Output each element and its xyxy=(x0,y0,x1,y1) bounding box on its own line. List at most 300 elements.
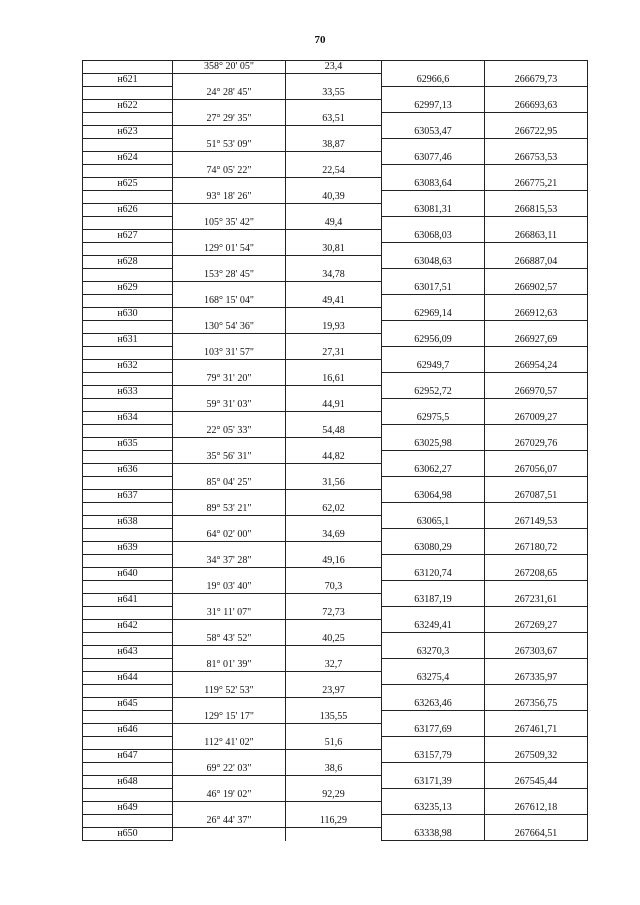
point-id-cell: н647 xyxy=(83,750,173,763)
point-id-cell xyxy=(83,113,173,126)
y-coord-cell xyxy=(485,113,588,126)
segment-row xyxy=(83,165,588,178)
length-cell: 33,55 xyxy=(286,87,382,100)
y-coord-cell xyxy=(485,763,588,776)
x-coord-cell: 63048,63 xyxy=(382,256,485,269)
point-id-cell xyxy=(83,295,173,308)
segment-row xyxy=(83,217,588,230)
point-row xyxy=(83,438,588,451)
length-cell xyxy=(286,126,382,139)
y-coord-cell xyxy=(485,321,588,334)
point-row xyxy=(83,152,588,165)
angle-cell xyxy=(173,672,286,685)
angle-cell xyxy=(173,594,286,607)
x-coord-cell: 63249,41 xyxy=(382,620,485,633)
point-row xyxy=(83,308,588,321)
point-id-cell: н629 xyxy=(83,282,173,295)
x-coord-cell xyxy=(382,737,485,750)
length-cell: 38,6 xyxy=(286,763,382,776)
angle-cell xyxy=(173,230,286,243)
angle-cell: 22° 05' 33" xyxy=(173,425,286,438)
y-coord-cell: 267029,76 xyxy=(485,438,588,451)
point-row xyxy=(83,776,588,789)
x-coord-cell xyxy=(382,763,485,776)
point-row xyxy=(83,386,588,399)
angle-cell: 26° 44' 37" xyxy=(173,815,286,828)
segment-row xyxy=(83,477,588,490)
y-coord-cell xyxy=(485,555,588,568)
length-cell xyxy=(286,100,382,113)
angle-cell: 27° 29' 35" xyxy=(173,113,286,126)
angle-cell xyxy=(173,412,286,425)
x-coord-cell xyxy=(382,685,485,698)
point-row xyxy=(83,620,588,633)
point-row xyxy=(83,74,588,87)
x-coord-cell: 63080,29 xyxy=(382,542,485,555)
y-coord-cell: 266970,57 xyxy=(485,386,588,399)
length-cell xyxy=(286,516,382,529)
x-coord-cell xyxy=(382,789,485,802)
page-number: 70 xyxy=(314,34,326,46)
point-id-cell: н642 xyxy=(83,620,173,633)
angle-cell xyxy=(173,282,286,295)
length-cell: 34,78 xyxy=(286,269,382,282)
point-row xyxy=(83,100,588,113)
point-id-cell xyxy=(83,529,173,542)
point-id-cell: н637 xyxy=(83,490,173,503)
point-id-cell xyxy=(83,139,173,152)
point-id-cell xyxy=(83,581,173,594)
length-cell xyxy=(286,334,382,347)
point-row xyxy=(83,360,588,373)
x-coord-cell: 63338,98 xyxy=(382,828,485,841)
segment-row xyxy=(83,347,588,360)
x-coord-cell: 62997,13 xyxy=(382,100,485,113)
segment-row xyxy=(83,581,588,594)
y-coord-cell xyxy=(485,529,588,542)
point-row xyxy=(83,178,588,191)
y-coord-cell: 267231,61 xyxy=(485,594,588,607)
angle-cell xyxy=(173,74,286,87)
x-coord-cell xyxy=(382,607,485,620)
x-coord-cell: 62952,72 xyxy=(382,386,485,399)
segment-row xyxy=(83,399,588,412)
length-cell: 19,93 xyxy=(286,321,382,334)
length-cell: 72,73 xyxy=(286,607,382,620)
point-id-cell: н633 xyxy=(83,386,173,399)
point-id-cell: н649 xyxy=(83,802,173,815)
segment-row xyxy=(83,295,588,308)
angle-cell: 58° 43' 52" xyxy=(173,633,286,646)
y-coord-cell: 266912,63 xyxy=(485,308,588,321)
x-coord-cell xyxy=(382,815,485,828)
point-id-cell xyxy=(83,451,173,464)
y-coord-cell: 266679,73 xyxy=(485,74,588,87)
y-coord-cell xyxy=(485,61,588,74)
segment-row xyxy=(83,451,588,464)
length-cell: 23,4 xyxy=(286,61,382,74)
point-row xyxy=(83,464,588,477)
point-row xyxy=(83,542,588,555)
point-id-cell: н640 xyxy=(83,568,173,581)
point-id-cell: н641 xyxy=(83,594,173,607)
x-coord-cell: 62975,5 xyxy=(382,412,485,425)
x-coord-cell: 62949,7 xyxy=(382,360,485,373)
x-coord-cell xyxy=(382,321,485,334)
segment-row xyxy=(83,61,588,74)
angle-cell: 105° 35' 42" xyxy=(173,217,286,230)
y-coord-cell: 267335,97 xyxy=(485,672,588,685)
length-cell xyxy=(286,386,382,399)
point-id-cell: н634 xyxy=(83,412,173,425)
point-id-cell: н644 xyxy=(83,672,173,685)
segment-row xyxy=(83,763,588,776)
x-coord-cell xyxy=(382,659,485,672)
y-coord-cell: 267056,07 xyxy=(485,464,588,477)
segment-row xyxy=(83,243,588,256)
y-coord-cell: 267208,65 xyxy=(485,568,588,581)
point-id-cell: н630 xyxy=(83,308,173,321)
length-cell xyxy=(286,568,382,581)
x-coord-cell: 63270,3 xyxy=(382,646,485,659)
angle-cell xyxy=(173,152,286,165)
angle-cell xyxy=(173,828,286,841)
angle-cell xyxy=(173,568,286,581)
angle-cell xyxy=(173,308,286,321)
angle-cell xyxy=(173,646,286,659)
angle-cell: 46° 19' 02" xyxy=(173,789,286,802)
x-coord-cell: 62956,09 xyxy=(382,334,485,347)
x-coord-cell: 63068,03 xyxy=(382,230,485,243)
y-coord-cell xyxy=(485,685,588,698)
x-coord-cell xyxy=(382,243,485,256)
segment-row xyxy=(83,711,588,724)
angle-cell: 24° 28' 45" xyxy=(173,87,286,100)
segment-row xyxy=(83,555,588,568)
y-coord-cell xyxy=(485,659,588,672)
segment-row xyxy=(83,139,588,152)
angle-cell: 129° 01' 54" xyxy=(173,243,286,256)
point-row xyxy=(83,490,588,503)
angle-cell: 69° 22' 03" xyxy=(173,763,286,776)
point-id-cell: н627 xyxy=(83,230,173,243)
length-cell xyxy=(286,152,382,165)
segment-row xyxy=(83,633,588,646)
point-id-cell: н638 xyxy=(83,516,173,529)
length-cell: 135,55 xyxy=(286,711,382,724)
length-cell xyxy=(286,204,382,217)
angle-cell: 129° 15' 17" xyxy=(173,711,286,724)
point-id-cell xyxy=(83,659,173,672)
point-id-cell: н624 xyxy=(83,152,173,165)
y-coord-cell xyxy=(485,373,588,386)
point-id-cell: н621 xyxy=(83,74,173,87)
x-coord-cell: 63017,51 xyxy=(382,282,485,295)
length-cell: 49,4 xyxy=(286,217,382,230)
angle-cell xyxy=(173,360,286,373)
length-cell xyxy=(286,802,382,815)
angle-cell xyxy=(173,178,286,191)
length-cell: 23,97 xyxy=(286,685,382,698)
length-cell xyxy=(286,438,382,451)
segment-row xyxy=(83,269,588,282)
point-id-cell: н635 xyxy=(83,438,173,451)
point-id-cell xyxy=(83,711,173,724)
point-id-cell: н646 xyxy=(83,724,173,737)
point-row xyxy=(83,802,588,815)
segment-row xyxy=(83,425,588,438)
point-id-cell xyxy=(83,165,173,178)
angle-cell xyxy=(173,620,286,633)
y-coord-cell xyxy=(485,711,588,724)
length-cell xyxy=(286,490,382,503)
x-coord-cell: 63157,79 xyxy=(382,750,485,763)
x-coord-cell: 63171,39 xyxy=(382,776,485,789)
point-id-cell xyxy=(83,763,173,776)
point-id-cell xyxy=(83,815,173,828)
point-id-cell xyxy=(83,503,173,516)
x-coord-cell: 63083,64 xyxy=(382,178,485,191)
length-cell: 32,7 xyxy=(286,659,382,672)
angle-cell: 153° 28' 45" xyxy=(173,269,286,282)
point-id-cell xyxy=(83,789,173,802)
x-coord-cell xyxy=(382,87,485,100)
point-id-cell xyxy=(83,321,173,334)
length-cell xyxy=(286,776,382,789)
coordinates-table xyxy=(82,60,588,841)
y-coord-cell: 267356,75 xyxy=(485,698,588,711)
x-coord-cell xyxy=(382,139,485,152)
point-id-cell xyxy=(83,425,173,438)
length-cell xyxy=(286,542,382,555)
x-coord-cell: 63025,98 xyxy=(382,438,485,451)
length-cell xyxy=(286,412,382,425)
y-coord-cell: 267612,18 xyxy=(485,802,588,815)
point-id-cell: н645 xyxy=(83,698,173,711)
x-coord-cell: 63064,98 xyxy=(382,490,485,503)
y-coord-cell: 266693,63 xyxy=(485,100,588,113)
y-coord-cell xyxy=(485,581,588,594)
y-coord-cell xyxy=(485,191,588,204)
y-coord-cell: 267545,44 xyxy=(485,776,588,789)
point-id-cell xyxy=(83,633,173,646)
length-cell xyxy=(286,620,382,633)
length-cell xyxy=(286,672,382,685)
angle-cell: 93° 18' 26" xyxy=(173,191,286,204)
y-coord-cell xyxy=(485,139,588,152)
angle-cell xyxy=(173,334,286,347)
length-cell: 27,31 xyxy=(286,347,382,360)
y-coord-cell: 267149,53 xyxy=(485,516,588,529)
y-coord-cell: 267009,27 xyxy=(485,412,588,425)
length-cell: 30,81 xyxy=(286,243,382,256)
length-cell: 51,6 xyxy=(286,737,382,750)
y-coord-cell: 267303,67 xyxy=(485,646,588,659)
point-id-cell xyxy=(83,243,173,256)
point-row xyxy=(83,594,588,607)
x-coord-cell xyxy=(382,61,485,74)
angle-cell xyxy=(173,204,286,217)
x-coord-cell xyxy=(382,711,485,724)
segment-row xyxy=(83,373,588,386)
x-coord-cell: 63177,69 xyxy=(382,724,485,737)
length-cell xyxy=(286,282,382,295)
segment-row xyxy=(83,659,588,672)
x-coord-cell xyxy=(382,347,485,360)
point-id-cell: н622 xyxy=(83,100,173,113)
point-row xyxy=(83,516,588,529)
y-coord-cell: 267087,51 xyxy=(485,490,588,503)
x-coord-cell: 63120,74 xyxy=(382,568,485,581)
y-coord-cell xyxy=(485,295,588,308)
length-cell xyxy=(286,74,382,87)
x-coord-cell xyxy=(382,529,485,542)
point-id-cell xyxy=(83,217,173,230)
angle-cell xyxy=(173,100,286,113)
x-coord-cell xyxy=(382,113,485,126)
length-cell: 38,87 xyxy=(286,139,382,152)
x-coord-cell xyxy=(382,217,485,230)
angle-cell: 358° 20' 05" xyxy=(173,61,286,74)
y-coord-cell: 266887,04 xyxy=(485,256,588,269)
y-coord-cell xyxy=(485,607,588,620)
y-coord-cell xyxy=(485,217,588,230)
length-cell: 34,69 xyxy=(286,529,382,542)
x-coord-cell xyxy=(382,633,485,646)
y-coord-cell: 267461,71 xyxy=(485,724,588,737)
length-cell: 44,82 xyxy=(286,451,382,464)
angle-cell: 112° 41' 02" xyxy=(173,737,286,750)
y-coord-cell xyxy=(485,503,588,516)
point-row xyxy=(83,568,588,581)
length-cell: 16,61 xyxy=(286,373,382,386)
point-row xyxy=(83,334,588,347)
x-coord-cell xyxy=(382,191,485,204)
point-id-cell xyxy=(83,373,173,386)
x-coord-cell xyxy=(382,269,485,282)
length-cell: 49,16 xyxy=(286,555,382,568)
y-coord-cell xyxy=(485,477,588,490)
y-coord-cell: 267180,72 xyxy=(485,542,588,555)
angle-cell: 81° 01' 39" xyxy=(173,659,286,672)
point-row xyxy=(83,672,588,685)
angle-cell: 74° 05' 22" xyxy=(173,165,286,178)
point-id-cell xyxy=(83,737,173,750)
y-coord-cell xyxy=(485,425,588,438)
point-row xyxy=(83,724,588,737)
y-coord-cell: 266722,95 xyxy=(485,126,588,139)
x-coord-cell xyxy=(382,373,485,386)
angle-cell: 51° 53' 09" xyxy=(173,139,286,152)
angle-cell xyxy=(173,750,286,763)
segment-row xyxy=(83,191,588,204)
length-cell xyxy=(286,698,382,711)
angle-cell: 89° 53' 21" xyxy=(173,503,286,516)
y-coord-cell: 266902,57 xyxy=(485,282,588,295)
length-cell xyxy=(286,828,382,841)
length-cell xyxy=(286,178,382,191)
x-coord-cell xyxy=(382,451,485,464)
angle-cell: 35° 56' 31" xyxy=(173,451,286,464)
length-cell: 92,29 xyxy=(286,789,382,802)
angle-cell xyxy=(173,802,286,815)
point-id-cell xyxy=(83,61,173,74)
y-coord-cell xyxy=(485,789,588,802)
point-row xyxy=(83,750,588,763)
y-coord-cell xyxy=(485,451,588,464)
point-row xyxy=(83,126,588,139)
x-coord-cell: 63235,13 xyxy=(382,802,485,815)
angle-cell: 79° 31' 20" xyxy=(173,373,286,386)
length-cell: 22,54 xyxy=(286,165,382,178)
angle-cell: 85° 04' 25" xyxy=(173,477,286,490)
length-cell xyxy=(286,230,382,243)
angle-cell xyxy=(173,776,286,789)
segment-row xyxy=(83,607,588,620)
x-coord-cell: 63187,19 xyxy=(382,594,485,607)
angle-cell xyxy=(173,490,286,503)
segment-row xyxy=(83,87,588,100)
x-coord-cell xyxy=(382,555,485,568)
y-coord-cell: 266863,11 xyxy=(485,230,588,243)
y-coord-cell: 266753,53 xyxy=(485,152,588,165)
point-row xyxy=(83,204,588,217)
y-coord-cell xyxy=(485,269,588,282)
y-coord-cell: 266815,53 xyxy=(485,204,588,217)
y-coord-cell xyxy=(485,399,588,412)
angle-cell xyxy=(173,698,286,711)
angle-cell xyxy=(173,724,286,737)
angle-cell: 119° 52' 53" xyxy=(173,685,286,698)
angle-cell xyxy=(173,256,286,269)
x-coord-cell: 63263,46 xyxy=(382,698,485,711)
length-cell xyxy=(286,594,382,607)
point-row xyxy=(83,698,588,711)
angle-cell: 168° 15' 04" xyxy=(173,295,286,308)
y-coord-cell xyxy=(485,737,588,750)
segment-row xyxy=(83,737,588,750)
angle-cell: 130° 54' 36" xyxy=(173,321,286,334)
point-id-cell: н636 xyxy=(83,464,173,477)
angle-cell xyxy=(173,542,286,555)
segment-row xyxy=(83,789,588,802)
x-coord-cell xyxy=(382,477,485,490)
x-coord-cell: 63053,47 xyxy=(382,126,485,139)
x-coord-cell xyxy=(382,399,485,412)
length-cell xyxy=(286,308,382,321)
point-id-cell: н628 xyxy=(83,256,173,269)
y-coord-cell: 267269,27 xyxy=(485,620,588,633)
segment-row xyxy=(83,685,588,698)
point-id-cell xyxy=(83,399,173,412)
segment-row xyxy=(83,529,588,542)
point-id-cell xyxy=(83,347,173,360)
x-coord-cell xyxy=(382,503,485,516)
length-cell: 49,41 xyxy=(286,295,382,308)
y-coord-cell: 267509,32 xyxy=(485,750,588,763)
y-coord-cell xyxy=(485,87,588,100)
point-row xyxy=(83,412,588,425)
y-coord-cell xyxy=(485,633,588,646)
point-id-cell: н632 xyxy=(83,360,173,373)
point-row xyxy=(83,646,588,659)
x-coord-cell xyxy=(382,581,485,594)
point-row xyxy=(83,256,588,269)
y-coord-cell: 267664,51 xyxy=(485,828,588,841)
x-coord-cell xyxy=(382,425,485,438)
length-cell: 40,39 xyxy=(286,191,382,204)
point-id-cell: н626 xyxy=(83,204,173,217)
